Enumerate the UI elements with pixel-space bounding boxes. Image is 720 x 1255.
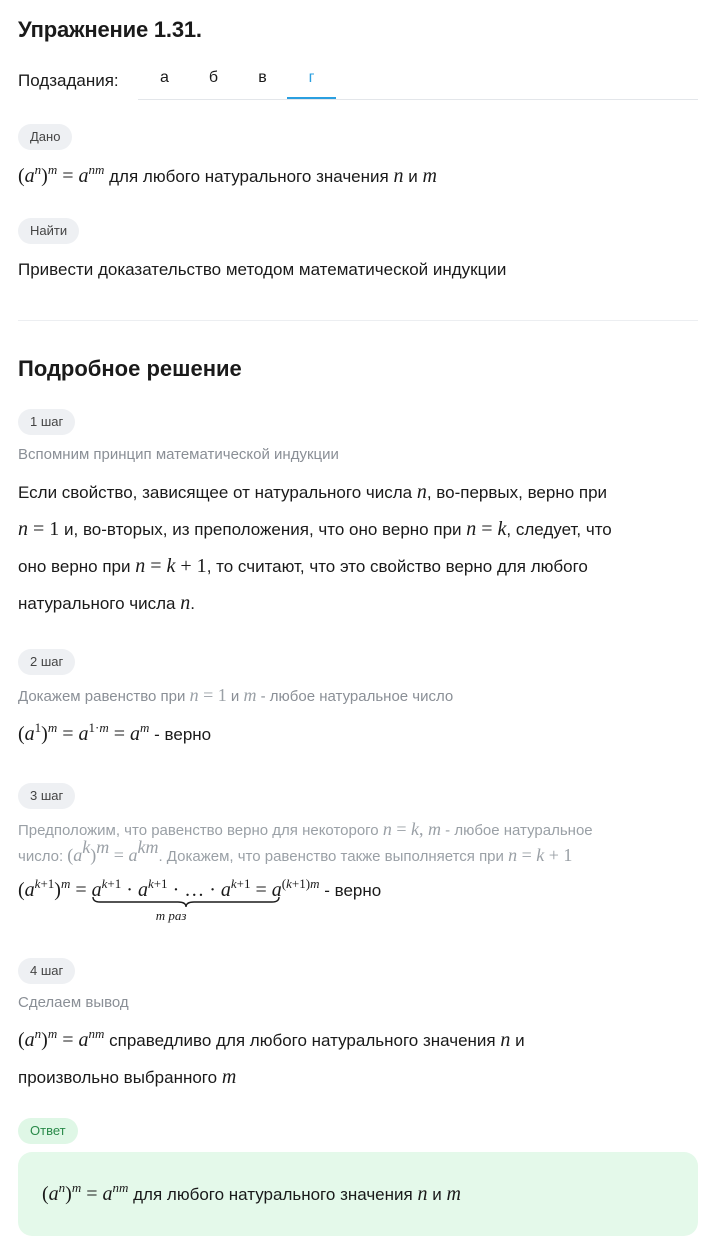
step3-caption2: - любое натуральное: [445, 822, 593, 839]
given-text: для любого натурального значения: [109, 167, 389, 186]
step4-text: $(a^n)^m = a^{nm}$ справедливо для любого натурального значения n и произвольно выбранного m: [18, 1026, 525, 1088]
page-title: Упражнение 1.31.: [18, 17, 202, 42]
divider: [18, 320, 698, 321]
answer-text: $(a^n)^m = a^{nm}$ для любого натурального значения n и m: [42, 1179, 461, 1205]
step1-p5: оно верно при: [18, 557, 131, 576]
given-conj: и: [408, 167, 418, 186]
step1-p8: .: [190, 594, 195, 613]
tab-a[interactable]: а: [160, 69, 169, 86]
step3-caption3: число:: [18, 848, 64, 865]
step1-caption: Вспомним принцип математической индукции: [18, 446, 339, 463]
step2-verdict: - верно: [154, 725, 212, 744]
step1-p3: и, во-вторых, из преположения, что оно верно при: [64, 520, 462, 539]
step3-caption4: . Докажем, что равенство также выполняется при: [158, 848, 504, 865]
answer-badge: Ответ: [18, 1118, 78, 1144]
step1-badge: 1 шаг: [18, 409, 75, 435]
step2-formula: $(a^1)^m = a^{1\cdot m} = a^m$ - верно: [18, 720, 212, 745]
given-statement: $(a^n)^m = a^{nm}$ для любого натурального значения n и m: [18, 162, 437, 187]
step3-verdict: - верно: [324, 881, 382, 900]
underbrace-product: $a^{k+1} \cdot a^{k+1}$ · … · $a^{k+1}$ m раз: [92, 872, 251, 908]
step4-caption: Сделаем вывод: [18, 994, 129, 1011]
step2-caption2: и: [230, 688, 240, 705]
step4-text2: и: [515, 1031, 525, 1050]
step1-p6: , то считают, что это свойство верно для любого: [206, 557, 588, 576]
step4-text1: справедливо для любого натурального значения: [109, 1031, 496, 1050]
step2-caption: Докажем равенство при n = 1 и m - любое натуральное число: [18, 685, 454, 705]
step1-p7: натурального числа: [18, 594, 176, 613]
tab-b[interactable]: б: [208, 69, 219, 86]
find-text: Привести доказательство методом математической индукции: [18, 260, 507, 279]
step1-p4: , следует, что: [506, 520, 612, 539]
given-badge: Дано: [18, 124, 72, 150]
step3-caption: Предположим, что равенство верно для некоторого n = k, m - любое натуральное число: $(a^k)^m = a^{km}$. Докажем, что равенство также выполняется при n = k + 1: [18, 819, 593, 865]
step2-caption1: Докажем равенство при: [18, 688, 186, 705]
step4-text3: произвольно выбранного: [18, 1068, 218, 1087]
step3-badge: 3 шаг: [18, 783, 75, 809]
brace-label: m раз: [155, 908, 187, 923]
step3-caption1: Предположим, что равенство верно для некоторого: [18, 822, 379, 839]
step1-text: Если свойство, зависящее от натурального числа n, во-первых, верно при n = 1 и, во-вторых, из преположения, что оно верно при n = k, следует, что оно верно при n = k + 1, то считают, что это свойство верно для любого натурального числа n.: [18, 481, 612, 614]
formula: $(a^n)^m = a^{nm}$: [18, 162, 105, 187]
tab-g[interactable]: г: [287, 61, 336, 99]
answer-conj: и: [432, 1184, 442, 1204]
solution-title: Подробное решение: [18, 356, 242, 381]
step3-formula: $(a^{k+1})^m = a^{k+1} \cdot a^{k+1}$ · … · $a^{k+1}$ m раз = $a^{(k+1)m}$ - верно: [18, 872, 381, 909]
find-badge: Найти: [18, 218, 79, 244]
step1-p2: , во-первых, верно при: [426, 483, 608, 502]
tab-v[interactable]: в: [258, 69, 267, 86]
step4-badge: 4 шаг: [18, 958, 75, 984]
subtasks-tabs: [138, 61, 698, 100]
answer-statement: для любого натурального значения: [133, 1184, 413, 1204]
step2-caption3: - любое натуральное число: [260, 688, 454, 705]
answer-box: [18, 1152, 698, 1236]
step2-badge: 2 шаг: [18, 649, 75, 675]
step1-p1: Если свойство, зависящее от натурального числа: [18, 483, 413, 502]
subtasks-label: Подзадания:: [18, 71, 119, 90]
